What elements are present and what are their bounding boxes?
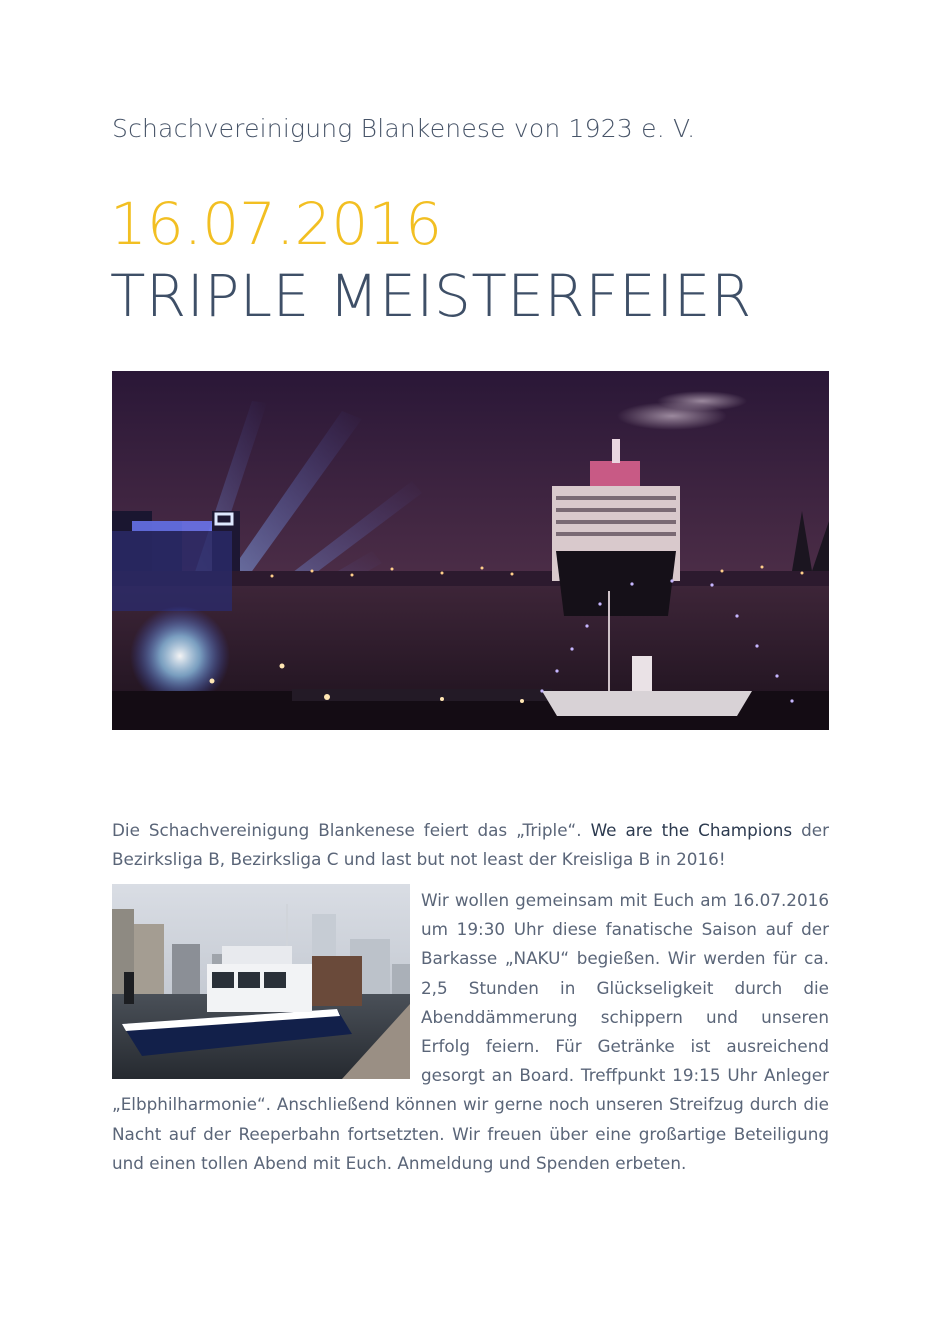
event-title: TRIPLE MEISTERFEIER	[110, 262, 752, 330]
body-text-block	[112, 886, 829, 1178]
image-float-space	[112, 886, 421, 1088]
intro-paragraph	[112, 816, 829, 874]
intro-highlight: We are the Champions	[590, 820, 793, 840]
body-paragraph: Wir wollen gemeinsam mit Euch am 16.07.2016 um 19:30 Uhr diese fanatische Saison auf der Barkasse „NAKU“ begießen. Wir werden für ca. 2,5 Stunden in Glückseligkeit durch die Abenddämmerung schippern und unseren Erfolg feiern. Für Getränke ist ausreichend gesorgt an Board. Treffpunkt 19:15 Uhr Anleger „Elbphilharmonie“. Anschließend können wir gerne noch unseren Streifzug durch die Nacht auf der Reeperbahn fortsetzten. Wir freuen über eine großartige Beteiligung und einen tollen Abend mit Euch. Anmeldung und Spenden erbeten.	[112, 890, 829, 1173]
intro-text-2: der Bezirksliga B, Bezirksliga C und last but not least der Kreisliga B in 2016!	[112, 820, 830, 869]
hero-photo	[112, 371, 829, 730]
intro-text-1: Die Schachvereinigung Blankenese feiert das „Triple“.	[112, 820, 591, 840]
organization-name: Schachvereinigung Blankenese von 1923 e. V.	[112, 114, 696, 143]
event-date: 16.07.2016	[110, 190, 443, 258]
